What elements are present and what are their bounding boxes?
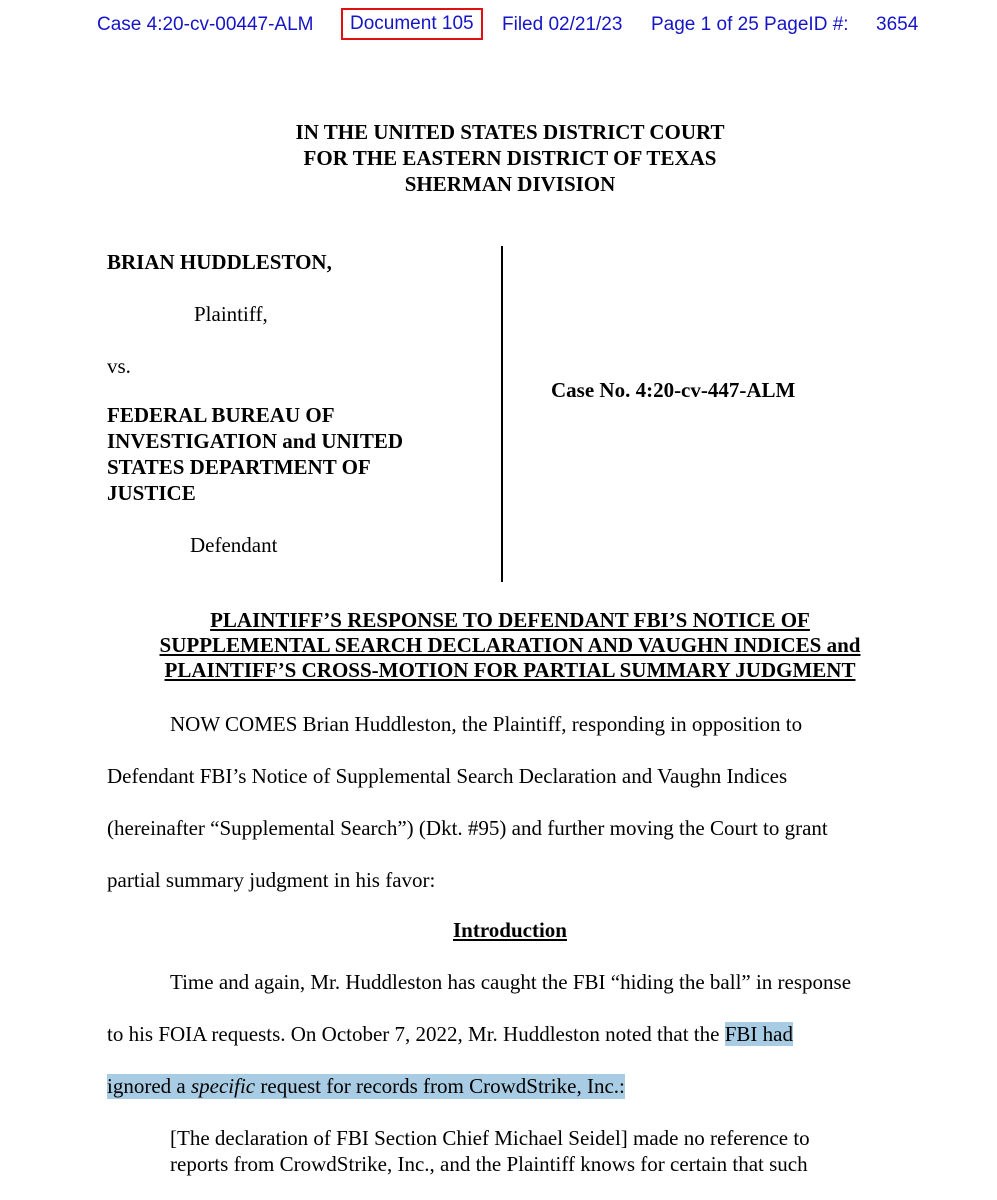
title-line-2: SUPPLEMENTAL SEARCH DECLARATION AND VAUGHN INDICES and <box>159 633 861 657</box>
intro-line-3-b: request for records from CrowdStrike, Inc.: <box>255 1074 625 1098</box>
ecf-filed-date: Filed 02/21/23 <box>502 14 623 35</box>
intro-line-1: Time and again, Mr. Huddleston has caught the FBI “hiding the ball” in response <box>170 970 852 994</box>
caption-divider <box>501 246 503 582</box>
intro-line-3 <box>107 1074 625 1099</box>
court-line-1: IN THE UNITED STATES DISTRICT COURT <box>295 120 725 144</box>
ecf-page-info: Page 1 of 25 PageID #: <box>651 14 849 35</box>
section-heading: Introduction <box>453 918 567 942</box>
opening-line-2: Defendant FBI’s Notice of Supplemental Search Declaration and Vaughn Indices <box>107 764 788 788</box>
ecf-header <box>0 12 997 40</box>
versus: vs. <box>107 354 131 378</box>
highlighted-text: FBI had <box>724 1022 793 1046</box>
opening-line-3: (hereinafter “Supplemental Search”) (Dkt. #95) and further moving the Court to grant <box>107 816 828 840</box>
ecf-document-number: Document 105 <box>341 8 483 40</box>
block-quote-line-2: reports from CrowdStrike, Inc., and the Plaintiff knows for certain that such <box>170 1152 808 1176</box>
defendant-line-4: JUSTICE <box>107 481 196 505</box>
plaintiff-role: Plaintiff, <box>194 302 268 326</box>
title-line-1: PLAINTIFF’S RESPONSE TO DEFENDANT FBI’S NOTICE OF <box>210 608 810 632</box>
intro-line-2 <box>107 1022 793 1047</box>
defendant-role: Defendant <box>190 533 278 557</box>
defendant-line-2: INVESTIGATION and UNITED <box>107 429 404 453</box>
block-quote-line-1: [The declaration of FBI Section Chief Michael Seidel] made no reference to <box>170 1126 810 1150</box>
intro-line-2-text: to his FOIA requests. On October 7, 2022, Mr. Huddleston noted that the <box>107 1022 725 1046</box>
opening-line-1: NOW COMES Brian Huddleston, the Plaintiff, responding in opposition to <box>170 712 803 736</box>
defendant-line-1: FEDERAL BUREAU OF <box>107 403 335 427</box>
case-number: Case No. 4:20-cv-447-ALM <box>551 378 796 402</box>
court-heading <box>0 119 997 197</box>
intro-line-3-a: ignored a <box>107 1074 191 1098</box>
ecf-page-id: 3654 <box>876 14 919 35</box>
opening-line-4: partial summary judgment in his favor: <box>107 868 436 892</box>
intro-line-3-italic: specific <box>190 1074 256 1098</box>
title-line-3: PLAINTIFF’S CROSS-MOTION FOR PARTIAL SUMMARY JUDGMENT <box>164 658 856 682</box>
ecf-case-number: Case 4:20-cv-00447-ALM <box>97 14 314 35</box>
plaintiff-name: BRIAN HUDDLESTON, <box>107 250 332 274</box>
court-line-2: FOR THE EASTERN DISTRICT OF TEXAS <box>303 146 717 170</box>
defendant-line-3: STATES DEPARTMENT OF <box>107 455 371 479</box>
motion-title <box>0 608 997 683</box>
court-line-3: SHERMAN DIVISION <box>404 172 616 196</box>
